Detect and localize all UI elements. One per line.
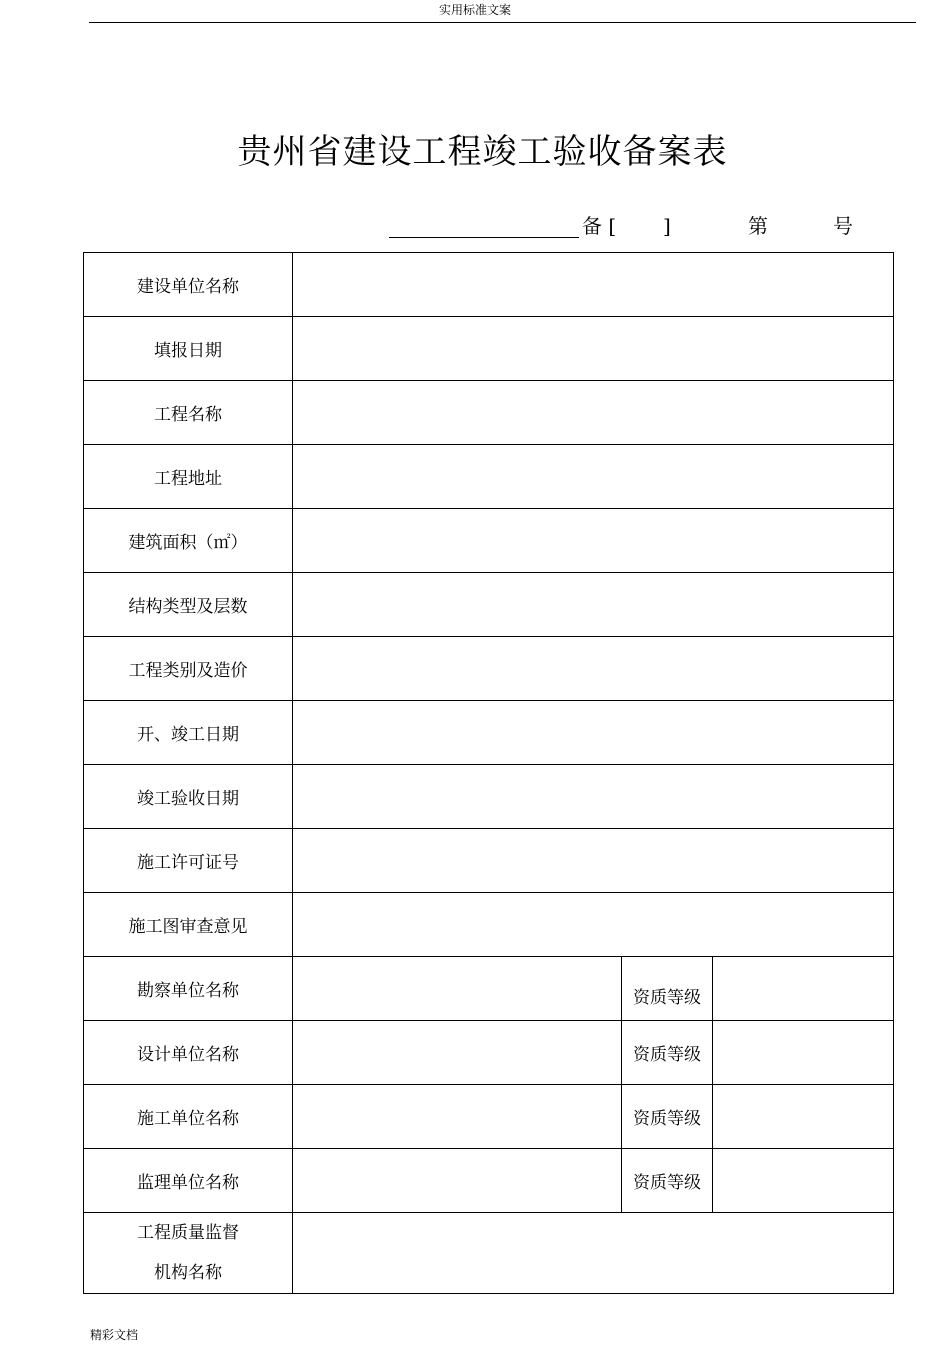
construction-permit-number-value[interactable] — [293, 829, 894, 893]
row-label: 监理单位名称 — [84, 1149, 293, 1213]
row-label: 建设单位名称 — [84, 253, 293, 317]
registration-bei-label: 备 [ — [582, 214, 617, 238]
record-form-table — [83, 252, 894, 1294]
row-label: 勘察单位名称 — [84, 957, 293, 1021]
survey-unit-qualification-value[interactable] — [713, 957, 894, 1021]
supervision-unit-name-value[interactable] — [293, 1149, 622, 1213]
qualification-label: 资质等级 — [622, 1149, 713, 1213]
registration-hao-label: 号 — [833, 214, 853, 238]
form-row — [84, 893, 894, 957]
qualification-label: 资质等级 — [622, 1021, 713, 1085]
construction-contractor-qualification-value[interactable] — [713, 1085, 894, 1149]
project-address-value[interactable] — [293, 445, 894, 509]
form-title: 贵州省建设工程竣工验收备案表 — [237, 132, 728, 172]
form-row — [84, 829, 894, 893]
unit-row — [84, 1021, 894, 1085]
registration-number-line — [0, 212, 950, 240]
row-label: 填报日期 — [84, 317, 293, 381]
project-category-cost-value[interactable] — [293, 637, 894, 701]
qualification-label: 资质等级 — [622, 957, 713, 1021]
form-row — [84, 1213, 894, 1294]
row-label: 施工许可证号 — [84, 829, 293, 893]
design-unit-qualification-value[interactable] — [713, 1021, 894, 1085]
design-unit-name-value[interactable] — [293, 1021, 622, 1085]
row-label: 工程类别及造价 — [84, 637, 293, 701]
row-label: 开、竣工日期 — [84, 701, 293, 765]
form-row — [84, 637, 894, 701]
row-label: 工程名称 — [84, 381, 293, 445]
form-row — [84, 573, 894, 637]
registration-prefix-blank[interactable] — [389, 237, 579, 238]
registration-di-label: 第 — [748, 214, 768, 238]
acceptance-date-value[interactable] — [293, 765, 894, 829]
form-row — [84, 701, 894, 765]
construction-contractor-name-value[interactable] — [293, 1085, 622, 1149]
quality-supervision-label-line1: 工程质量监督 — [137, 1223, 239, 1243]
project-name-value[interactable] — [293, 381, 894, 445]
construction-unit-name-value[interactable] — [293, 253, 894, 317]
form-row — [84, 381, 894, 445]
row-label: 施工图审查意见 — [84, 893, 293, 957]
row-label: 结构类型及层数 — [84, 573, 293, 637]
row-label: 设计单位名称 — [84, 1021, 293, 1085]
unit-row — [84, 957, 894, 1021]
form-row — [84, 509, 894, 573]
structure-type-floors-value[interactable] — [293, 573, 894, 637]
start-completion-date-value[interactable] — [293, 701, 894, 765]
row-label: 施工单位名称 — [84, 1085, 293, 1149]
page-header-text: 实用标准文案 — [438, 3, 511, 17]
fill-date-value[interactable] — [293, 317, 894, 381]
quality-supervision-label-line2: 机构名称 — [154, 1263, 222, 1283]
form-row — [84, 253, 894, 317]
row-label: 建筑面积（㎡） — [84, 509, 293, 573]
header-rule — [89, 22, 916, 23]
form-row — [84, 765, 894, 829]
qualification-label: 资质等级 — [622, 1085, 713, 1149]
supervision-unit-qualification-value[interactable] — [713, 1149, 894, 1213]
survey-unit-name-value[interactable] — [293, 957, 622, 1021]
building-area-value[interactable] — [293, 509, 894, 573]
form-row — [84, 317, 894, 381]
unit-row — [84, 1085, 894, 1149]
unit-row — [84, 1149, 894, 1213]
form-row — [84, 445, 894, 509]
registration-bracket-close: ] — [663, 214, 671, 238]
quality-supervision-label — [84, 1213, 293, 1294]
drawing-review-opinion-value[interactable] — [293, 893, 894, 957]
row-label: 工程地址 — [84, 445, 293, 509]
row-label: 竣工验收日期 — [84, 765, 293, 829]
quality-supervision-agency-value[interactable] — [293, 1213, 894, 1294]
page-footer-text: 精彩文档 — [90, 1328, 139, 1342]
